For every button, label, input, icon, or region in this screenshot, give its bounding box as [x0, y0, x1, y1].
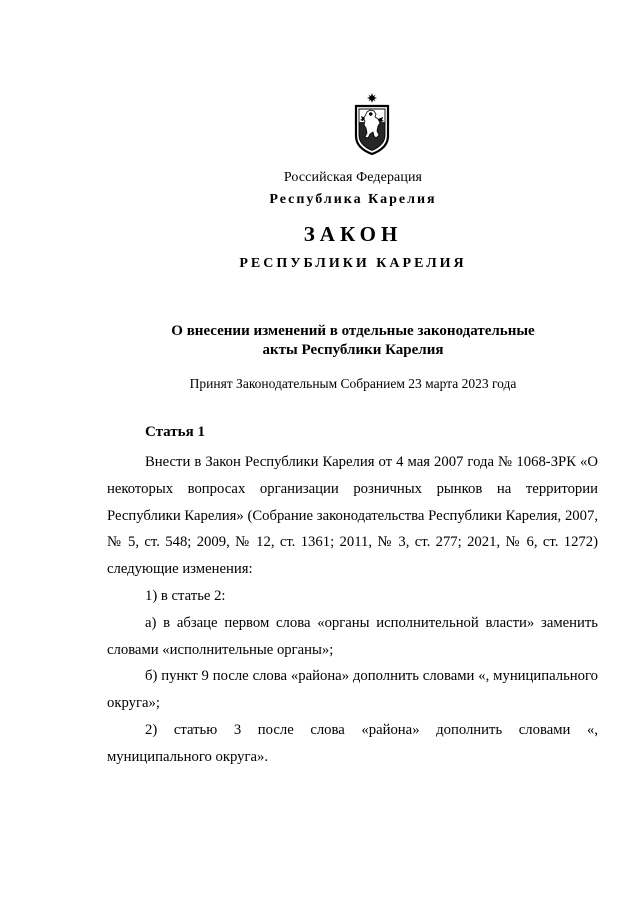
article-heading: Статья 1 [145, 424, 205, 440]
karelia-coat-of-arms-icon [352, 92, 392, 156]
document-issuer: РЕСПУБЛИКИ КАРЕЛИЯ [239, 256, 467, 271]
law-title-line: акты Республики Карелия [262, 342, 444, 358]
article-paragraph: 2) статью 3 после слова «района» дополнить словами «, муниципального округа». [107, 721, 598, 765]
republic-name: Республика Карелия [269, 192, 437, 207]
document-type: ЗАКОН [303, 222, 403, 246]
law-title [108, 322, 598, 360]
article-paragraph: а) в абзаце первом слова «органы исполнительной власти» заменить словами «исполнительные органы»; [107, 614, 598, 658]
law-title-line: О внесении изменений в отдельные законодательные [171, 323, 535, 339]
country-name: Российская Федерация [283, 170, 423, 185]
adoption-note: Принят Законодательным Собранием 23 марта 2023 года [189, 376, 517, 391]
article-paragraph: 1) в статье 2: [145, 587, 226, 604]
article-paragraph: б) пункт 9 после слова «района» дополнить словами «, муниципального округа»; [107, 668, 598, 712]
article-paragraph: Внести в Закон Республики Карелия от 4 мая 2007 года № 1068-ЗРК «О некоторых вопросах организации розничных рынков на территории Республики Карелия» (Собрание законодательства Республики Карелия, 2007, № 5, ст. 548; 2009, № 12, ст. 1361; 2011, № 3, ст. 277; 2021, № 6, ст. 1272) следующие изменения: [107, 454, 598, 578]
article-body [107, 449, 598, 771]
